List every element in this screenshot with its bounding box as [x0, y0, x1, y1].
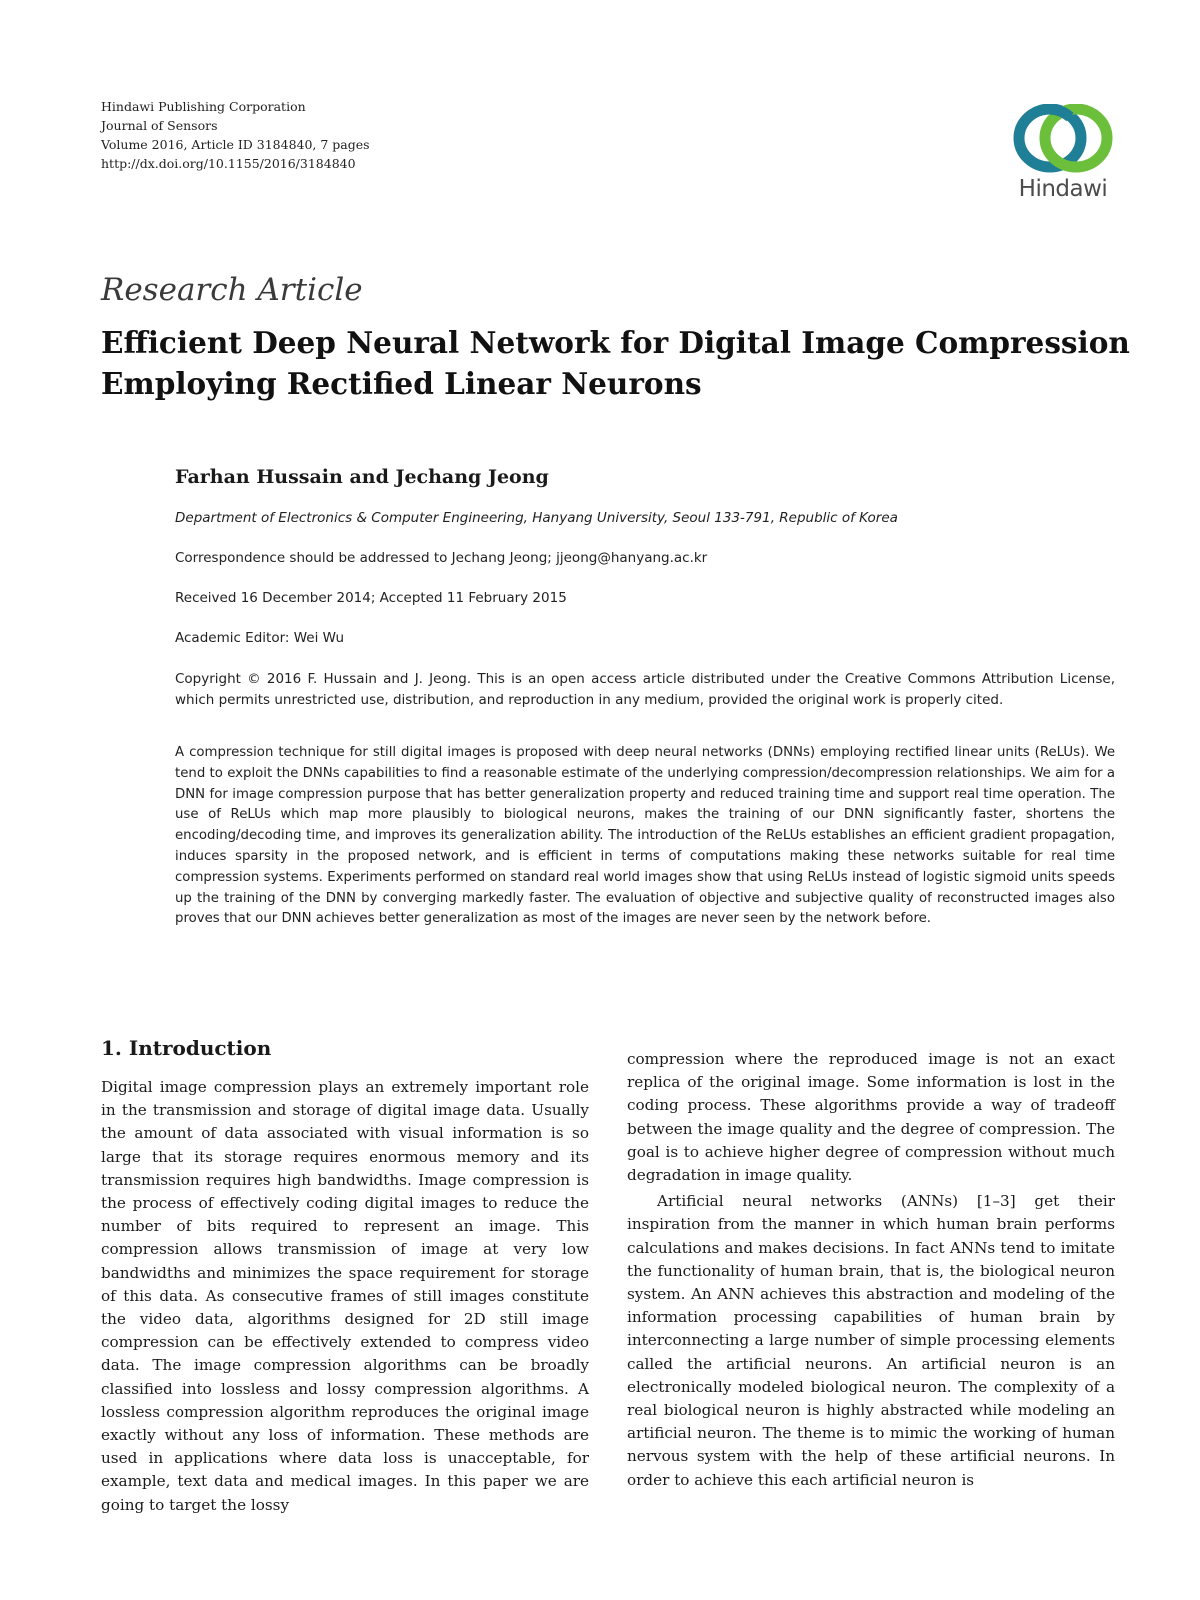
affiliation: Department of Electronics & Computer Engineering, Hanyang University, Seoul 133-791, Republic of Korea: [175, 510, 898, 526]
academic-editor: Academic Editor: Wei Wu: [175, 630, 345, 646]
title-line-2: Employing Rectified Linear Neurons: [101, 366, 702, 401]
volume-line: Volume 2016, Article ID 3184840, 7 pages: [101, 137, 370, 152]
hindawi-logo: [1010, 104, 1116, 208]
left-column: [101, 1076, 589, 1517]
intro-paragraph: Digital image compression plays an extremely important role in the transmission and storage of digital image data. Usually the amount of data associated with visual information is so large that its storage requires enormous memory and its transmission requires high bandwidths. Image compression is the process of effectively coding digital images to reduce the number of bits required to represent an image. This compression allows transmission of image at very low bandwidths and minimizes the space requirement for storage of this data. As consecutive frames of still images constitute the video data, algorithms designed for 2D still image compression can be effectively extended to compress video data. The image compression algorithms can be broadly classified into lossless and lossy compression algorithms. A lossless compression algorithm reproduces the original image exactly without any loss of information. These methods are used in applications where data loss is unacceptable, for example, text data and medical images. In this paper we are going to target the lossy: [101, 1078, 589, 1514]
authors: Farhan Hussain and Jechang Jeong: [175, 466, 549, 488]
received-dates: Received 16 December 2014; Accepted 11 February 2015: [175, 590, 567, 606]
journal-name: Journal of Sensors: [101, 118, 218, 133]
right-column: [627, 1048, 1115, 1492]
ann-paragraph: Artificial neural networks (ANNs) [1–3] get their inspiration from the manner in which human brain performs calculations and makes decisions. In fact ANNs tend to imitate the functionality of human brain, that is, the biological neuron system. An ANN achieves this abstraction and modeling of the information processing capabilities of human brain by interconnecting a large number of simple processing elements called the artificial neurons. An artificial neuron is an electronically modeled biological neuron. The complexity of a real biological neuron is highly abstracted while modeling an artificial neuron. The theme is to mimic the working of human nervous system with the help of these artificial neurons. In order to achieve this each artificial neuron is: [627, 1192, 1115, 1489]
continued-paragraph: compression where the reproduced image is not an exact replica of the original image. Some information is lost in the coding process. These algorithms provide a way of tradeoff between the image quality and the degree of compression. The goal is to achieve higher degree of compression without much degradation in image quality.: [627, 1050, 1115, 1185]
section-heading: 1. Introduction: [101, 1036, 272, 1060]
journal-header: [101, 97, 370, 173]
publisher-line: Hindawi Publishing Corporation: [101, 99, 306, 114]
article-type: Research Article: [101, 272, 363, 308]
article-title: [101, 322, 1130, 404]
doi-link[interactable]: http://dx.doi.org/10.1155/2016/3184840: [101, 156, 356, 171]
title-line-1: Efficient Deep Neural Network for Digital Image Compression: [101, 325, 1130, 360]
logo-text: Hindawi: [1018, 176, 1108, 202]
copyright-notice: Copyright © 2016 F. Hussain and J. Jeong. This is an open access article distributed under the Creative Commons Attribution License, which permits unrestricted use, distribution, and reproduction in any medium, provided the original work is properly cited.: [175, 671, 1115, 708]
correspondence: Correspondence should be addressed to Jechang Jeong; jjeong@hanyang.ac.kr: [175, 550, 708, 566]
hindawi-rings-icon: [1010, 104, 1116, 176]
abstract: A compression technique for still digital images is proposed with deep neural networks (DNNs) employing rectified linear units (ReLUs). We tend to exploit the DNNs capabilities to find a reasonable estimate of the underlying compression/decompression relationships. We aim for a DNN for image compression purpose that has better generalization property and reduced training time and support real time operation. The use of ReLUs which map more plausibly to biological neurons, makes the training of our DNN significantly faster, shortens the encoding/decoding time, and improves its generalization ability. The introduction of the ReLUs establishes an efficient gradient propagation, induces sparsity in the proposed network, and is efficient in terms of computations making these networks suitable for real time compression systems. Experiments performed on standard real world images show that using ReLUs instead of logistic sigmoid units speeds up the training of the DNN by converging markedly faster. The evaluation of objective and subjective quality of reconstructed images also proves that our DNN achieves better generalization as most of the images are never seen by the network before.: [175, 745, 1115, 927]
